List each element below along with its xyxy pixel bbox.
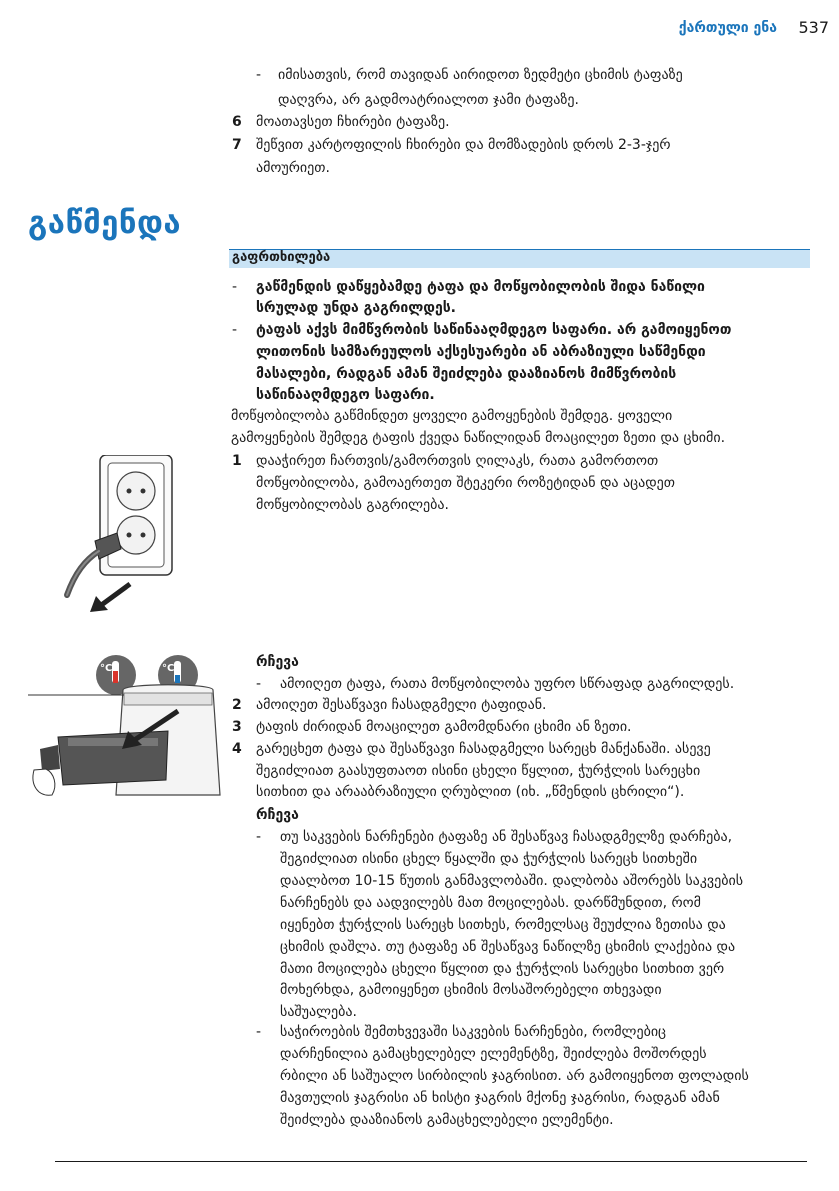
step-text: შეწვით კარტოფილის ჩხირები და მომზადების დროს 2-3-ჯერ <box>256 137 671 153</box>
tip-text: ცხიმის დაშლა. თუ ტაფაზე ან შესაწვავ ნაწილზე ცხიმის ლაქებია და <box>280 939 736 955</box>
warning-text: საწინააღმდეგო საფარი. <box>256 387 435 403</box>
intro-text: გამოყენების შემდეგ ტაფის ქვედა ნაწილიდან მოაცილეთ ზეთი და ცხიმი. <box>231 430 726 446</box>
step-number: 6 <box>232 114 242 130</box>
temp-label: °C <box>100 663 113 674</box>
tip-text: დარჩენილია გამაცხელებელ ელემენტზე, შეიძლება მოშორდეს <box>280 1046 707 1062</box>
tip-text: საჭიროების შემთხვევაში საკვების ნარჩენები, რომლებიც <box>280 1024 667 1040</box>
step-number: 3 <box>232 719 242 735</box>
bullet-dash: - <box>256 829 262 845</box>
tip-text: საშუალება. <box>280 1004 357 1020</box>
bullet-text-line: დაღვრა, არ გადმოატრიალოთ ჯამი ტაფაზე. <box>278 92 579 108</box>
tip-text: მოხერხდა, გამოიყენეთ ცხიმის მოსაშორებელი თხევადი <box>280 982 662 998</box>
step-text: შეგიძლიათ გაასუფთაოთ ისინი ცხელი წყლით, ჭურჭლის სარეცხი <box>256 763 701 779</box>
bullet-dash: - <box>256 1024 262 1040</box>
footer-rule <box>55 1161 807 1162</box>
step-text: ამოიღეთ შესაწვავი ჩასადგმელი ტაფიდან. <box>256 697 547 713</box>
step-text: დააჭირეთ ჩართვის/გამორთვის ღილაკს, რათა გამორთოთ <box>256 453 659 469</box>
bullet-dash: - <box>232 279 238 295</box>
section-title: გაწმენდა <box>28 205 182 241</box>
warning-text: სრულად უნდა გაგრილდეს. <box>256 300 456 316</box>
step-number: 7 <box>232 137 242 153</box>
step-text: გარეცხეთ ტაფა და შესაწვავი ჩასადგმელი სარეცხ მანქანაში. ასევე <box>256 741 711 757</box>
step-number: 2 <box>232 697 242 713</box>
tip-text: ამოიღეთ ტაფა, რათა მოწყობილობა უფრო სწრაფად გაგრილდეს. <box>280 676 735 692</box>
bullet-dash: - <box>232 322 238 338</box>
step-text: მოათავსეთ ჩხირები ტაფაზე. <box>256 114 450 130</box>
step-text: მოწყობილობა, გამოაერთეთ შტეკერი როზეტიდან და აცადეთ <box>256 475 675 491</box>
bullet-dash: - <box>256 67 262 83</box>
tip-text: შეგიძლიათ ისინი ცხელ წყალში და ჭურჭლის სარეცხ სითხეში <box>280 851 698 867</box>
warning-text: გაწმენდის დაწყებამდე ტაფა და მოწყობილობის შიდა ნაწილი <box>256 279 705 295</box>
warning-text: ტაფას აქვს მიმწვრობის საწინააღმდეგო საფარი. არ გამოიყენოთ <box>256 322 732 338</box>
tip-text: იყენებთ ჭურჭლის სარეცხ სითხეს, რომელსაც შეუძლია ზეთისა და <box>280 917 726 933</box>
tip-text: რბილი ან საშუალო სირბილის ჯაგრისით. არ გამოიყენოთ ფოლადის <box>280 1068 749 1084</box>
header-language: ქართული ენა <box>678 20 777 36</box>
tip-text: ნარჩენებს და აადვილებს მათ მოცილებას. დარწმუნდით, რომ <box>280 895 701 911</box>
intro-text: მოწყობილობა გაწმინდეთ ყოველი გამოყენების შემდეგ. ყოველი <box>231 408 673 424</box>
tip-text: დაალბოთ 10-15 წუთის განმავლობაში. დალბობა აშორებს საკვების <box>280 873 744 889</box>
step-text: მოწყობილობას გაგრილება. <box>256 497 449 513</box>
tip-text: თუ საკვების ნარჩენები ტაფაზე ან შესაწვავ ჩასადგმელზე დარჩება, <box>280 829 733 845</box>
step-number: 1 <box>232 453 242 469</box>
arrow-icon <box>88 580 138 615</box>
tip-text: მათი მოცილება ცხელი წყლით და ჭურჭლის სარეცხი სითხით ვერ <box>280 961 725 977</box>
temp-label: °C <box>162 663 175 674</box>
warning-text: ლითონის სამზარეულოს აქსესუარები ან აბრაზიული საწმენდი <box>256 344 706 360</box>
tip-text: მავთულის ჯაგრისი ან ხისტი ჯაგრის მქონე ჯაგრისი, რადგან ამან <box>280 1090 720 1106</box>
page-number: 537 <box>798 18 829 37</box>
step-text: ტაფის ძირიდან მოაცილეთ გამომდნარი ცხიმი ან ზეთი. <box>256 719 632 735</box>
warning-title: გაფრთხილება <box>232 250 331 265</box>
tip-title: რჩევა <box>256 807 299 823</box>
warning-text: მასალები, რადგან ამან შეიძლება დააზიანოს მიმწვრობის <box>256 366 677 382</box>
step-number: 4 <box>232 741 242 757</box>
tip-text: შეიძლება დააზიანოს გამაცხელებელი ელემენტი. <box>280 1112 614 1128</box>
bullet-dash: - <box>256 676 262 692</box>
step-text: ამოურიეთ. <box>256 160 330 176</box>
bullet-text-line: იმისათვის, რომ თავიდან აირიდოთ ზედმეტი ცხიმის ტაფაზე <box>278 67 683 83</box>
tip-title: რჩევა <box>256 654 299 670</box>
airfryer-illustration <box>28 645 228 805</box>
step-text: სითხით და არააბრაზიული ღრუბლით (იხ. „წმენდის ცხრილი“). <box>256 784 685 800</box>
